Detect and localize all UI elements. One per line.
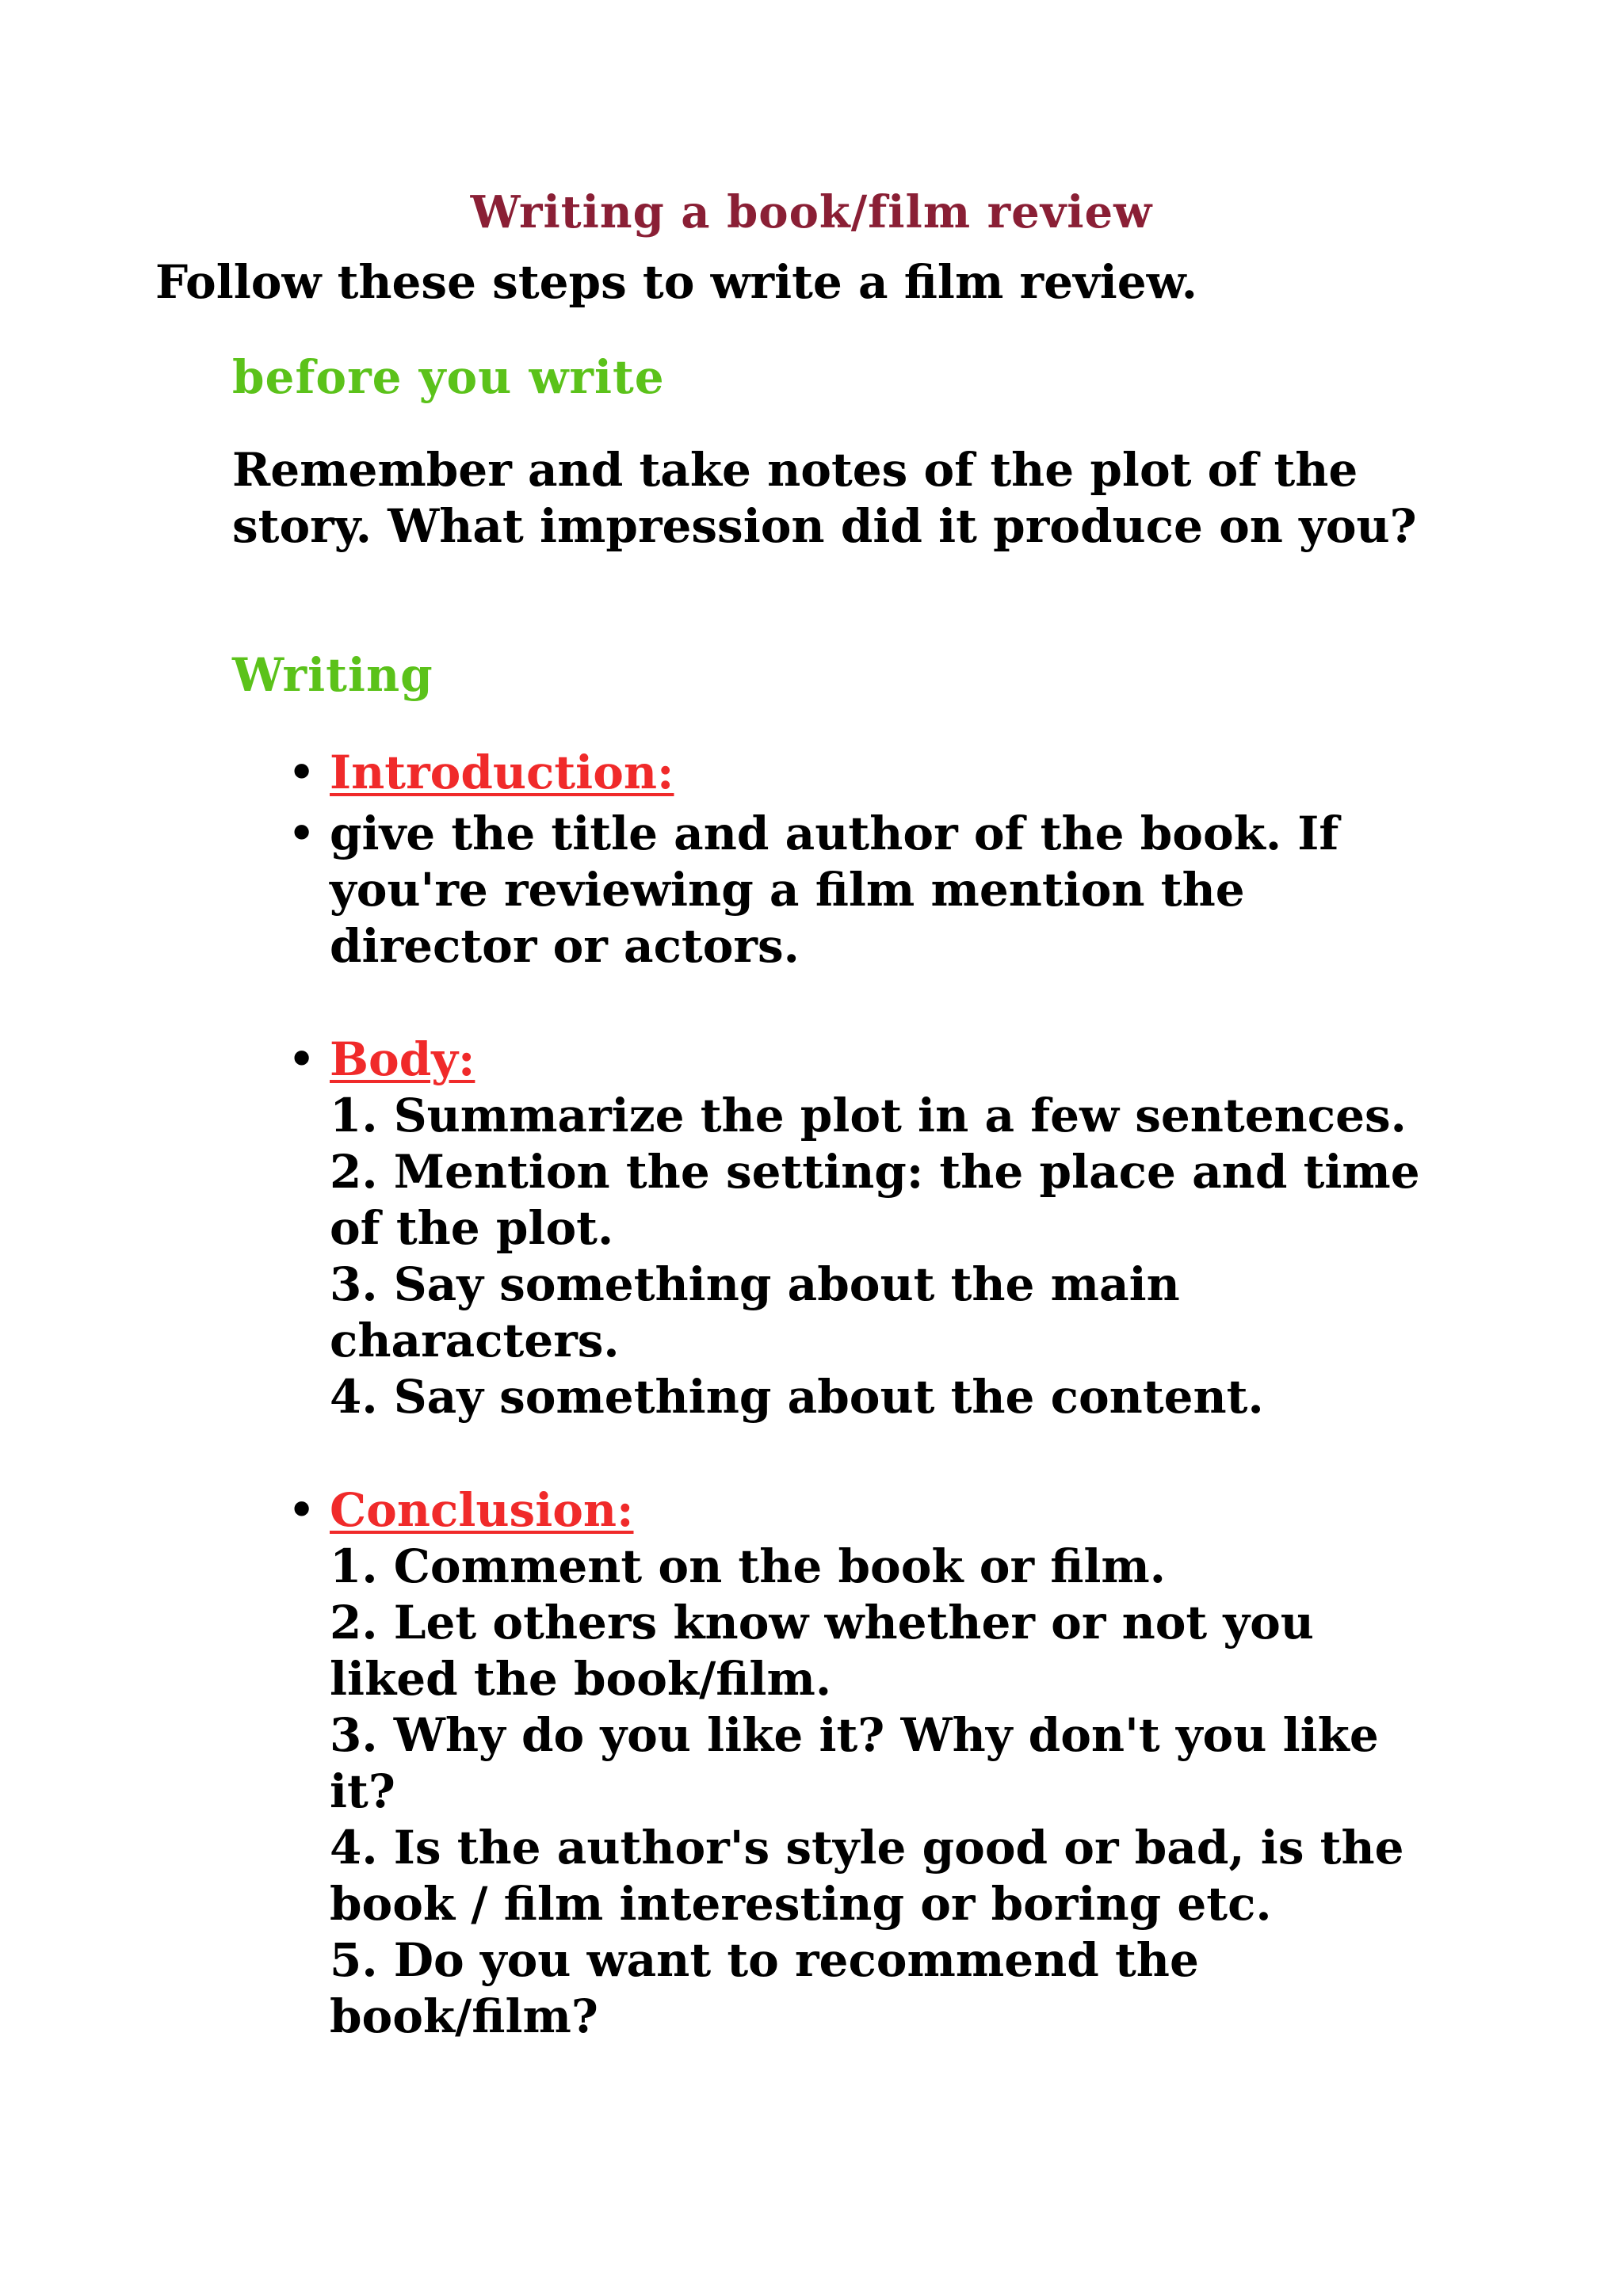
page-title: Writing a book/film review	[470, 186, 1153, 238]
conclusion-step: 5. Do you want to recommend the book/film?	[330, 1933, 1199, 2043]
introduction-text: give the title and author of the book. If you're reviewing a film mention the director or actors.	[330, 807, 1339, 973]
bullet-icon: •	[288, 1035, 315, 1084]
bullet-icon: •	[288, 749, 315, 797]
writing-steps-list	[285, 745, 1442, 2045]
body-heading: Body:	[330, 1032, 475, 1086]
conclusion-step: 4. Is the author's style good or bad, is the book / film interesting or boring etc.	[330, 1821, 1404, 1931]
bullet-icon: •	[288, 810, 315, 858]
conclusion-step: 3. Why do you like it? Why don't you like it?	[330, 1708, 1379, 1818]
writing-heading: Writing	[232, 648, 433, 702]
body-step: 3. Say something about the main characters.	[330, 1257, 1180, 1367]
body-item	[285, 1032, 1442, 1425]
before-you-write-text: Remember and take notes of the plot of the story. What impression did it produce on you?	[232, 443, 1417, 553]
intro-instruction: Follow these steps to write a film review.	[155, 255, 1197, 309]
conclusion-item	[285, 1482, 1442, 2045]
conclusion-step: 2. Let others know whether or not you liked the book/film.	[330, 1596, 1314, 1706]
body-step: 4. Say something about the content.	[330, 1370, 1264, 1424]
body-step: 1. Summarize the plot in a few sentences.	[330, 1089, 1407, 1142]
body-step: 2. Mention the setting: the place and time of the plot.	[330, 1145, 1420, 1255]
conclusion-heading: Conclusion:	[330, 1483, 634, 1537]
introduction-heading-item	[285, 745, 1442, 801]
introduction-text-item	[285, 806, 1442, 974]
bullet-icon: •	[288, 1486, 315, 1535]
before-you-write-heading: before you write	[232, 350, 665, 404]
conclusion-step: 1. Comment on the book or film.	[330, 1539, 1166, 1593]
introduction-heading: Introduction:	[330, 746, 674, 799]
